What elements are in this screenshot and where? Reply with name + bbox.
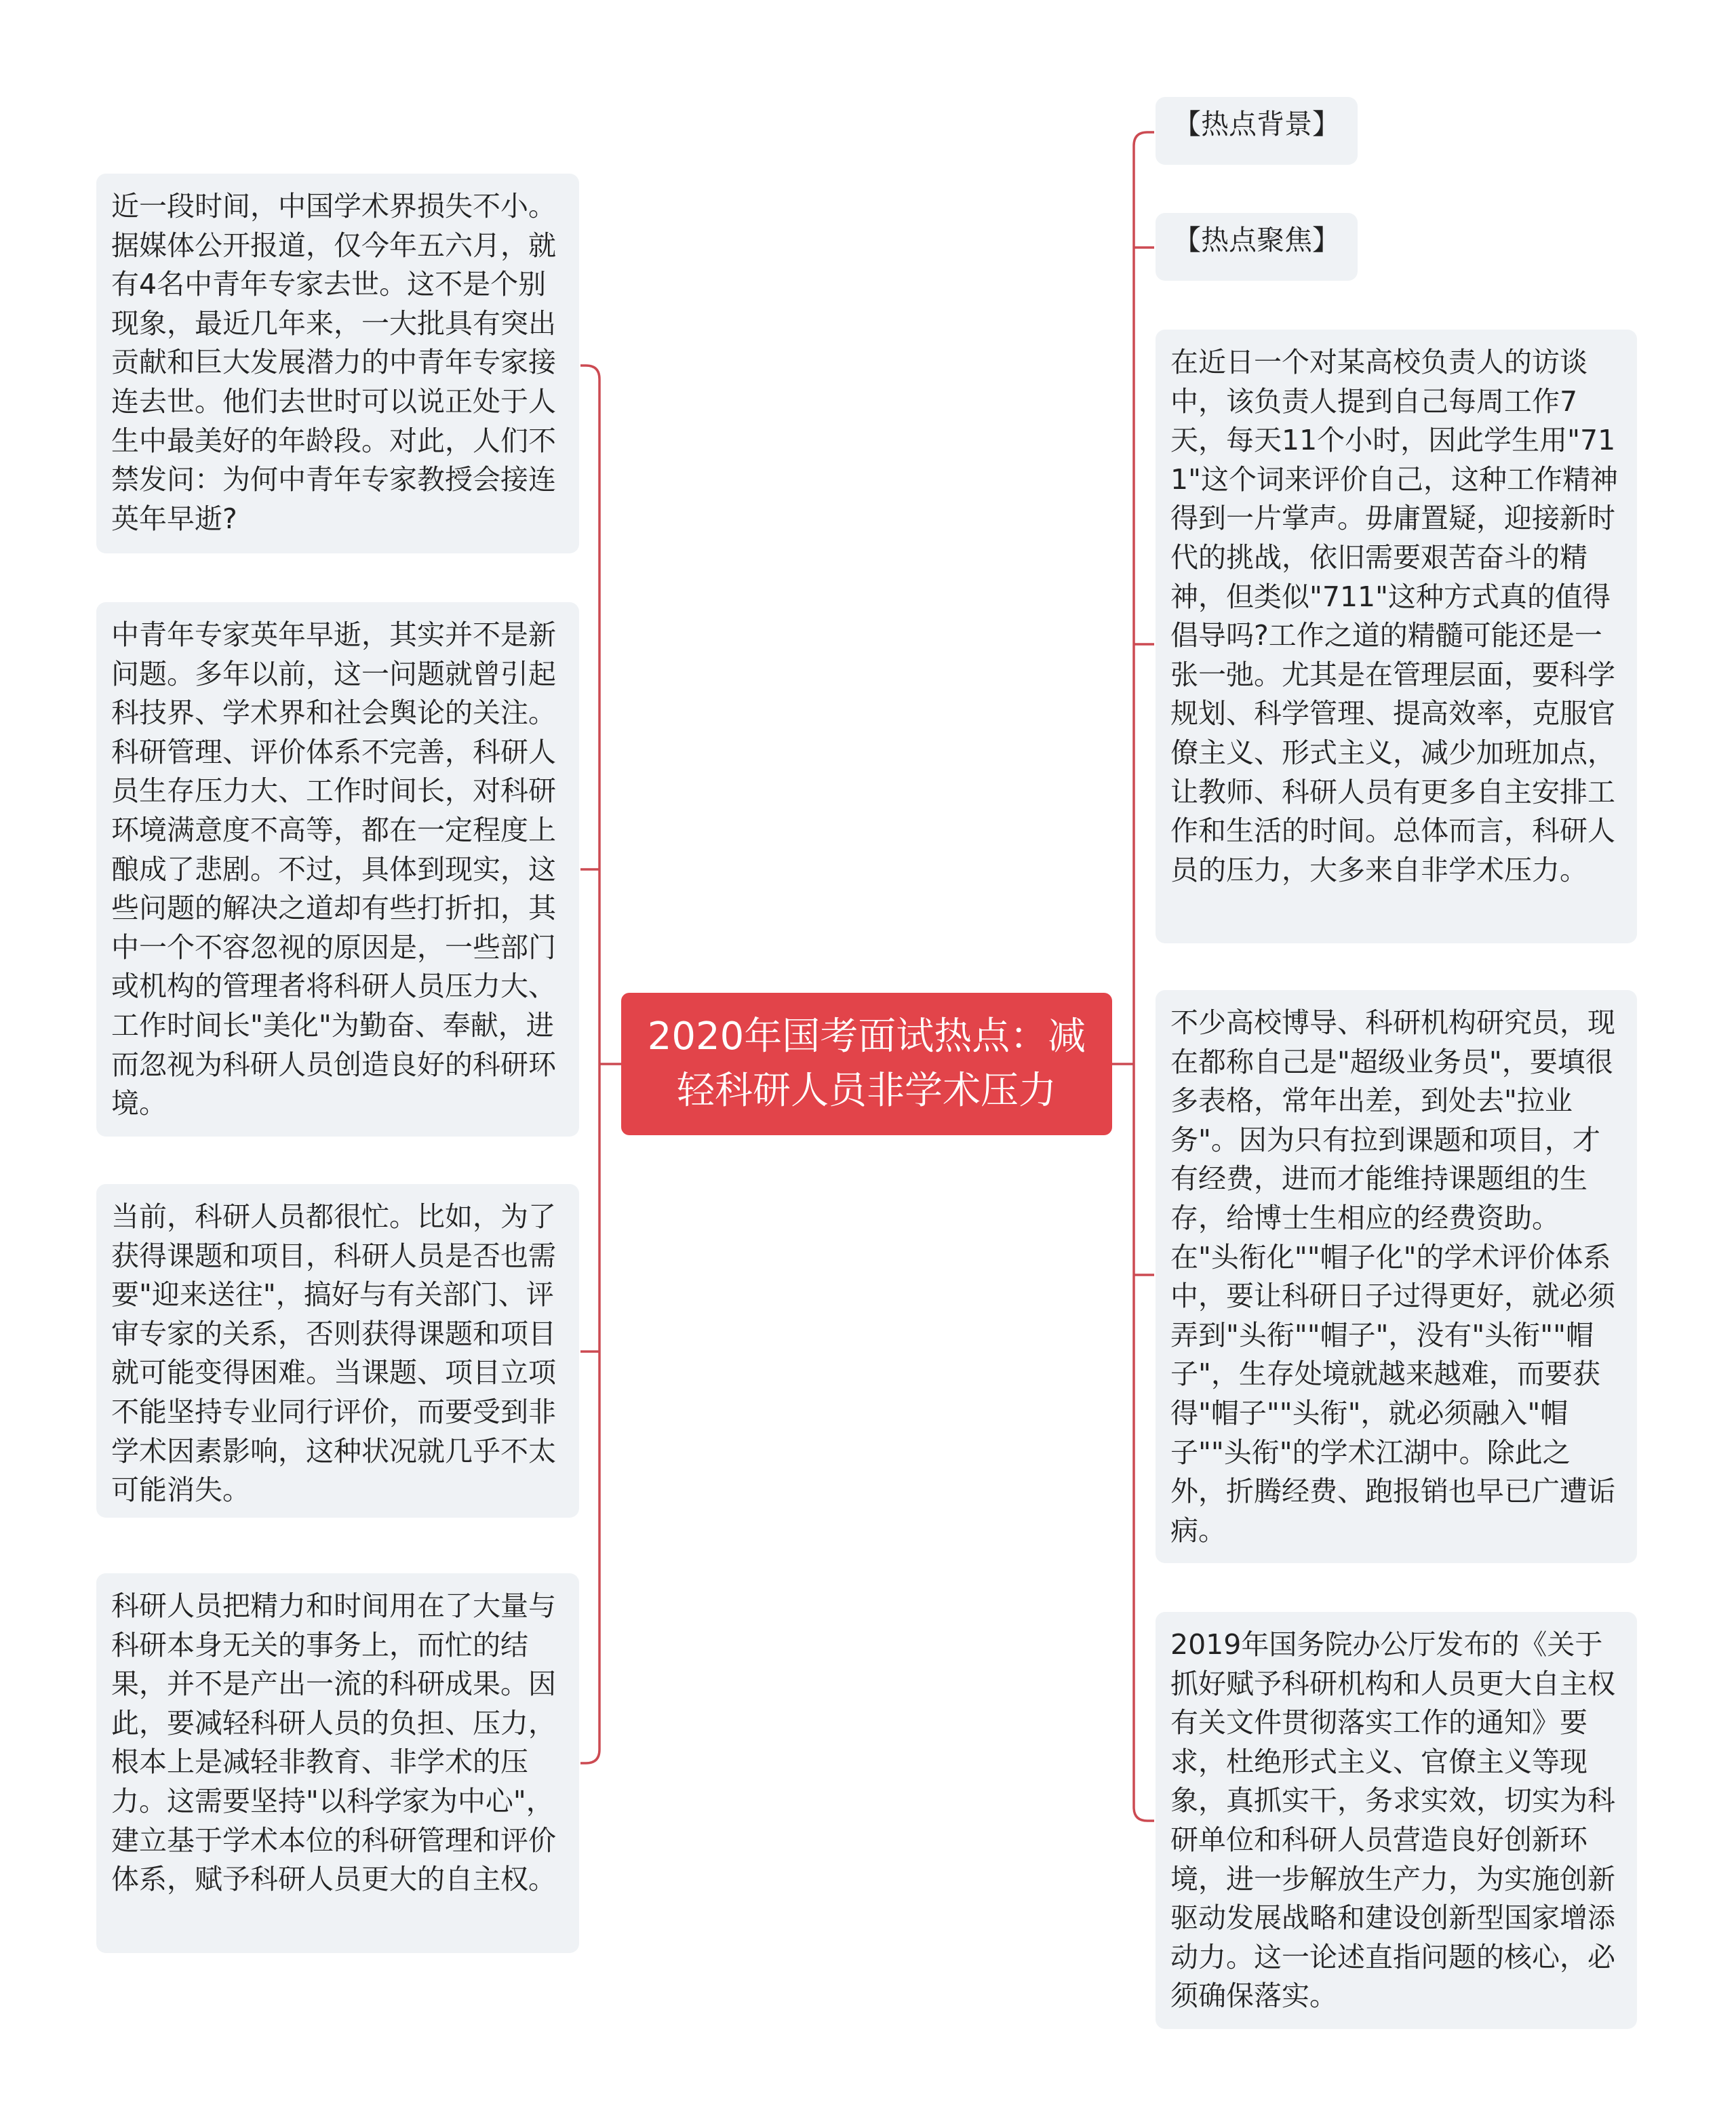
left-node-early-death-cause[interactable]: [96, 602, 579, 1137]
node-text: 不少高校博导、科研机构研究员，现在都称自己是"超级业务员"，要填很多表格，常年出差，到处去"拉业务"。因为只有拉到课题和项目，才有经费，进而才能维持课题组的生存，给博士生相应的经费资助。在"头衔化""帽子化"的学术评价体系中，要让科研日子过得更好，就必须弄到"头衔""帽子"，没有"头衔""帽子"，生存处境就越来越难，而要获得"帽子""头衔"，就必须融入"帽子""头衔"的学术江湖中。除此之外，折腾经费、跑报销也早已广遭诟病。: [1170, 1006, 1615, 1547]
central-topic[interactable]: [621, 993, 1112, 1135]
left-node-researchers-busy[interactable]: [96, 1184, 579, 1518]
node-text: 当前，科研人员都很忙。比如，为了获得课题和项目，科研人员是否也需要"迎来送往"，搞好与有关部门、评审专家的关系，否则获得课题和项目就可能变得困难。当课题、项目立项不能坚持专业同行评价，而要受到非学术因素影响，这种状况就几乎不太可能消失。: [111, 1200, 556, 1507]
node-text: 中青年专家英年早逝，其实并不是新问题。多年以前，这一问题就曾引起科技界、学术界和社会舆论的关注。科研管理、评价体系不完善，科研人员生存压力大、工作时间长，对科研环境满意度不高等，都在一定程度上酿成了悲剧。不过，具体到现实，这些问题的解决之道却有些打折扣，其中一个不容忽视的原因是，一些部门或机构的管理者将科研人员压力大、工作时间长"美化"为勤奋、奉献，进而忽视为科研人员创造良好的科研环境。: [111, 618, 556, 1120]
left-node-reduce-burden[interactable]: [96, 1573, 579, 1953]
node-text: 【热点背景】: [1173, 108, 1340, 140]
node-text: 2019年国务院办公厅发布的《关于抓好赋予科研机构和人员更大自主权有关文件贯彻落实工作的通知》要求，杜绝形式主义、官僚主义等现象，真抓实干，务求实效，切实为科研单位和科研人员营造良好创新环境，进一步解放生产力，为实施创新驱动发展战略和建设创新型国家增添动力。这一论述直指问题的核心，必须确保落实。: [1170, 1628, 1615, 2013]
right-node-super-salesman[interactable]: [1156, 990, 1637, 1563]
central-topic-title: 2020年国考面试热点：减轻科研人员非学术压力: [647, 1014, 1086, 1113]
node-text: 近一段时间，中国学术界损失不小。据媒体公开报道，仅今年五六月，就有4名中青年专家去世。这不是个别现象，最近几年来，一大批具有突出贡献和巨大发展潜力的中青年专家接连去世。他们去世时可以说正处于人生中最美好的年龄段。对此，人们不禁发问：为何中青年专家教授会接连英年早逝?: [111, 190, 556, 535]
node-text: 科研人员把精力和时间用在了大量与科研本身无关的事务上，而忙的结果，并不是产出一流的科研成果。因此，要减轻科研人员的负担、压力，根本上是减轻非教育、非学术的压力。这需要坚持"以科学家为中心"，建立基于学术本位的科研管理和评价体系，赋予科研人员更大的自主权。: [111, 1590, 556, 1896]
node-text: 【热点聚焦】: [1173, 224, 1340, 256]
connector-right-trunk: [1134, 132, 1154, 1821]
node-text: 在近日一个对某高校负责人的访谈中，该负责人提到自己每周工作7天，每天11个小时，因此学生用"711"这个词来评价自己，这种工作精神得到一片掌声。毋庸置疑，迎接新时代的挑战，依旧需要艰苦奋斗的精神，但类似"711"这种方式真的值得倡导吗?工作之道的精髓可能还是一张一弛。尤其是在管理层面，要科学规划、科学管理、提高效率，克服官僚主义、形式主义，减少加班加点，让教师、科研人员有更多自主安排工作和生活的时间。总体而言，科研人员的压力，大多来自非学术压力。: [1170, 346, 1618, 886]
right-node-interview[interactable]: [1156, 330, 1637, 943]
right-node-focus-heading[interactable]: [1156, 213, 1358, 281]
left-node-academic-loss[interactable]: [96, 174, 579, 553]
right-node-background-heading[interactable]: [1156, 97, 1358, 165]
right-node-state-council-notice[interactable]: [1156, 1612, 1637, 2029]
connector-left-trunk: [580, 366, 599, 1763]
